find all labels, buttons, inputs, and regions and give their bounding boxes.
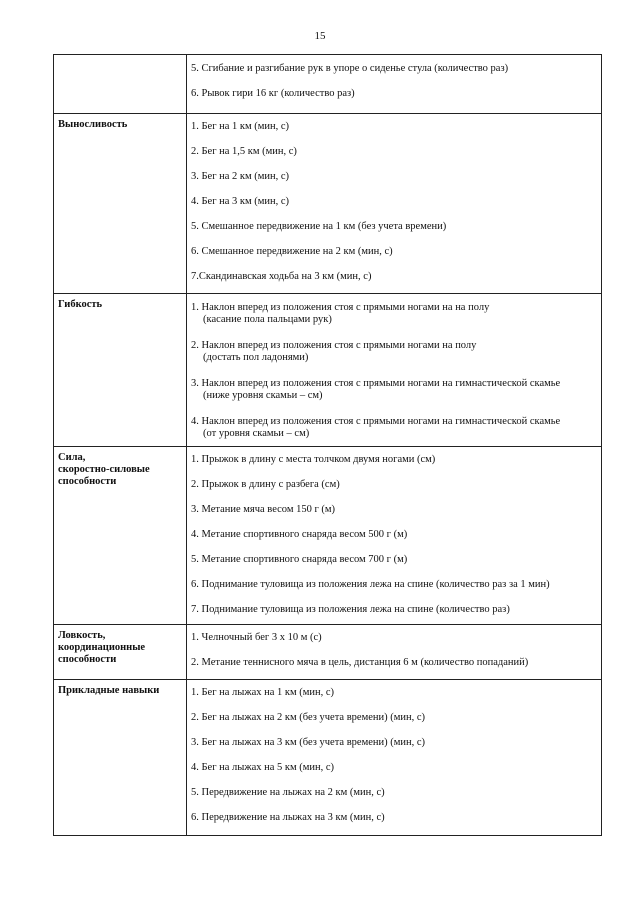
category-label: Гибкость bbox=[58, 299, 103, 310]
test-item-text: 1. Наклон вперед из положения стоя с прямыми ногами на на полу bbox=[191, 302, 490, 313]
tests-cell bbox=[187, 447, 602, 625]
test-item-text: 1. Бег на лыжах на 1 км (мин, с) bbox=[191, 687, 335, 698]
test-item bbox=[187, 378, 601, 416]
test-item-text: 2. Прыжок в длину с разбега (см) bbox=[191, 479, 340, 490]
test-item-text: (от уровня скамьи – см) bbox=[203, 428, 310, 439]
test-item bbox=[187, 146, 601, 171]
test-item-text: 3. Метание мяча весом 150 г (м) bbox=[191, 504, 336, 515]
test-item bbox=[187, 63, 601, 88]
test-item bbox=[187, 529, 601, 554]
test-item bbox=[187, 88, 601, 113]
test-item-text: 2. Бег на лыжах на 2 км (без учета времени) (мин, с) bbox=[191, 712, 426, 723]
test-item bbox=[187, 762, 601, 787]
test-item-text: 5. Смешанное передвижение на 1 км (без учета времени) bbox=[191, 221, 447, 232]
test-item-text: 6. Передвижение на лыжах на 3 км (мин, с) bbox=[191, 812, 385, 823]
test-item-text: 3. Наклон вперед из положения стоя с прямыми ногами на гимнастической скамье bbox=[191, 378, 561, 389]
table-row bbox=[54, 625, 602, 680]
category-label: Прикладные навыки bbox=[58, 685, 160, 696]
tests-cell bbox=[187, 625, 602, 680]
test-item bbox=[187, 196, 601, 221]
test-item-text: 5. Метание спортивного снаряда весом 700 г (м) bbox=[191, 554, 408, 565]
category-label: Выносливость bbox=[58, 119, 128, 130]
category-cell bbox=[54, 447, 187, 625]
test-item bbox=[187, 657, 601, 679]
table-row bbox=[54, 294, 602, 447]
test-item-text: 6. Смешанное передвижение на 2 км (мин, с) bbox=[191, 246, 393, 257]
test-item bbox=[187, 554, 601, 579]
test-item bbox=[187, 504, 601, 529]
test-item bbox=[187, 632, 601, 657]
tests-cell bbox=[187, 55, 602, 114]
test-item-text: (касание пола пальцами рук) bbox=[203, 314, 332, 325]
category-line: скоростно-силовые bbox=[58, 464, 150, 475]
tests-cell bbox=[187, 680, 602, 836]
test-item-text: 5. Передвижение на лыжах на 2 км (мин, с) bbox=[191, 787, 385, 798]
test-item bbox=[187, 454, 601, 479]
test-item bbox=[187, 121, 601, 146]
test-item-text: 6. Поднимание туловища из положения лежа на спине (количество раз за 1 мин) bbox=[191, 579, 550, 590]
category-line: Ловкость, bbox=[58, 630, 106, 641]
test-item bbox=[187, 302, 601, 340]
table-row bbox=[54, 114, 602, 294]
test-item-text: 4. Бег на 3 км (мин, с) bbox=[191, 196, 290, 207]
category-cell bbox=[54, 55, 187, 114]
test-item bbox=[187, 687, 601, 712]
category-line: способности bbox=[58, 654, 117, 665]
test-item bbox=[187, 271, 601, 293]
test-item bbox=[187, 171, 601, 196]
test-item-text: 1. Бег на 1 км (мин, с) bbox=[191, 121, 290, 132]
norms-table-body bbox=[54, 55, 602, 836]
test-item bbox=[187, 416, 601, 446]
test-item bbox=[187, 737, 601, 762]
test-item-text: 7.Скандинавская ходьба на 3 км (мин, с) bbox=[191, 271, 372, 282]
test-item-text: 3. Бег на лыжах на 3 км (без учета времени) (мин, с) bbox=[191, 737, 426, 748]
test-item-text: 1. Прыжок в длину с места толчком двумя ногами (см) bbox=[191, 454, 436, 465]
test-item-text: (достать пол ладонями) bbox=[203, 352, 309, 363]
table-row bbox=[54, 680, 602, 836]
test-item-text: (ниже уровня скамьи – см) bbox=[203, 390, 323, 401]
category-cell bbox=[54, 625, 187, 680]
category-line: Сила, bbox=[58, 452, 86, 463]
test-item-text: 2. Метание теннисного мяча в цель, дистанция 6 м (количество попаданий) bbox=[191, 657, 529, 668]
test-item-text: 2. Бег на 1,5 км (мин, с) bbox=[191, 146, 297, 157]
test-item-text: 6. Рывок гири 16 кг (количество раз) bbox=[191, 88, 355, 99]
norms-table bbox=[53, 54, 602, 836]
category-cell bbox=[54, 680, 187, 836]
test-item-text: 7. Поднимание туловища из положения лежа на спине (количество раз) bbox=[191, 604, 510, 615]
test-item-text: 3. Бег на 2 км (мин, с) bbox=[191, 171, 290, 182]
category-cell bbox=[54, 114, 187, 294]
category-cell bbox=[54, 294, 187, 447]
test-item bbox=[187, 340, 601, 378]
test-item bbox=[187, 479, 601, 504]
test-item bbox=[187, 221, 601, 246]
test-item-text: 1. Челночный бег 3 х 10 м (с) bbox=[191, 632, 322, 643]
category-line: способности bbox=[58, 476, 117, 487]
page-number: 15 bbox=[314, 30, 326, 42]
test-item bbox=[187, 787, 601, 812]
table-row bbox=[54, 55, 602, 114]
tests-cell bbox=[187, 114, 602, 294]
test-item bbox=[187, 712, 601, 737]
test-item bbox=[187, 604, 601, 624]
test-item-text: 4. Метание спортивного снаряда весом 500 г (м) bbox=[191, 529, 408, 540]
test-item-text: 2. Наклон вперед из положения стоя с прямыми ногами на полу bbox=[191, 340, 477, 351]
test-item-text: 4. Наклон вперед из положения стоя с прямыми ногами на гимнастической скамье bbox=[191, 416, 561, 427]
test-item bbox=[187, 579, 601, 604]
tests-cell bbox=[187, 294, 602, 447]
test-item-text: 5. Сгибание и разгибание рук в упоре о сиденье стула (количество раз) bbox=[191, 63, 509, 74]
test-item-text: 4. Бег на лыжах на 5 км (мин, с) bbox=[191, 762, 335, 773]
test-item bbox=[187, 812, 601, 835]
test-item bbox=[187, 246, 601, 271]
table-row bbox=[54, 447, 602, 625]
category-line: координационные bbox=[58, 642, 146, 653]
